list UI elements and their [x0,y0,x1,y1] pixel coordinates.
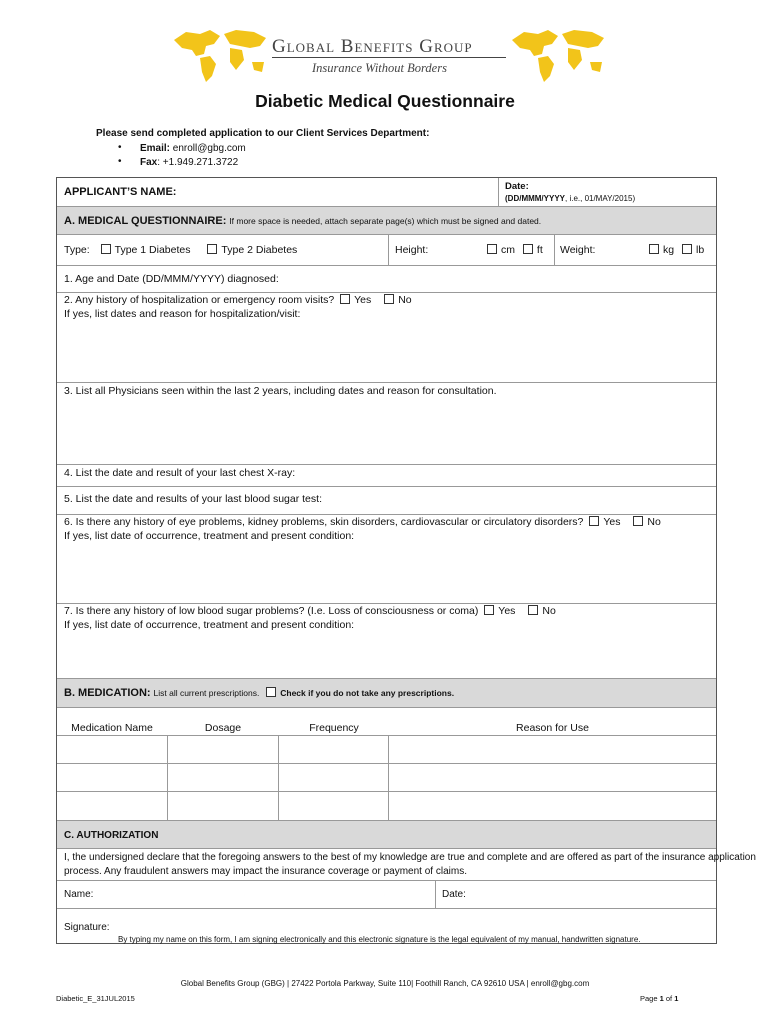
q2-no-label: No [398,294,412,306]
intro-heading: Please send completed application to our Client Services Department: [96,128,430,139]
date-format-hint: (DD/MMM/YYYY, i.e., 01/MAY/2015) [505,194,636,203]
lb-label: lb [696,244,705,256]
section-b-note: List all current prescriptions. [153,688,260,698]
no-prescriptions-checkbox[interactable] [266,687,276,697]
type2-checkbox[interactable] [207,244,217,254]
name-date-row [57,881,716,909]
medication-row[interactable] [57,792,716,821]
q2-no-checkbox[interactable] [384,294,394,304]
fax-value: : +1.949.271.3722 [157,157,239,168]
cm-label: cm [501,244,515,256]
question-7: 7. Is there any history of low blood sugar problems? (I.e. Loss of consciousness or coma) [64,605,479,617]
bullet: • [118,142,122,153]
question-5: 5. List the date and results of your last blood sugar test: [64,493,322,505]
kg-checkbox[interactable] [649,244,659,254]
fax-label: Fax [140,157,158,168]
section-a-header [57,207,716,235]
question-6-sub: If yes, list date of occurrence, treatment and present condition: [64,530,355,542]
question-2: 2. Any history of hospitalization or emergency room visits? [64,294,335,306]
question-2-row[interactable] [57,293,716,383]
questionnaire-form [56,177,756,944]
section-a-note: If more space is needed, attach separate page(s) which must be signed and dated. [229,216,542,226]
medication-row[interactable] [57,736,716,764]
cm-checkbox[interactable] [487,244,497,254]
question-2-sub: If yes, list dates and reason for hospitalization/visit: [64,308,301,320]
q2-yes-label: Yes [354,294,372,306]
page-number: Page 1 of 1 [640,994,679,1003]
footer-address: Global Benefits Group (GBG) | 27422 Portola Parkway, Suite 110| Foothill Ranch, CA 92610 USA | enroll@gbg.com [180,979,590,988]
question-3: 3. List all Physicians seen within the last 2 years, including dates and reason for consultation. [64,385,497,397]
question-3-row[interactable] [57,383,716,465]
declaration-line-2: process. Any fraudulent answers may impact the insurance coverage or payment of claims. [64,866,467,877]
question-5-row[interactable] [57,487,716,515]
type1-checkbox[interactable] [101,244,111,254]
ft-checkbox[interactable] [523,244,533,254]
medication-table-header [57,708,716,736]
company-tagline: Insurance Without Borders [312,61,447,75]
signature-label: Signature: [64,922,110,933]
col-dosage: Dosage [204,722,242,734]
type-height-weight-row [57,235,716,266]
col-reason: Reason for Use [516,722,589,734]
applicant-name-label: APPLICANT’S NAME: [64,186,177,198]
question-1-row[interactable] [57,266,716,293]
logo-divider [272,57,506,58]
auth-date-label: Date: [442,889,466,900]
declaration-line-1: I, the undersigned declare that the foregoing answers to the best of my knowledge are true and complete and are offered as part of the insurance application [64,852,756,863]
q6-no-label: No [647,516,661,528]
question-7-sub: If yes, list date of occurrence, treatment and present condition: [64,619,355,631]
name-label: Name: [64,889,94,900]
question-7-row[interactable] [57,604,716,679]
company-name: Global Benefits Group [272,36,473,57]
document-code: Diabetic_E_31JUL2015 [56,994,135,1003]
q6-yes-checkbox[interactable] [589,516,599,526]
section-b-title: B. MEDICATION: [64,687,151,699]
q2-yes-checkbox[interactable] [340,294,350,304]
email-label: Email: [140,143,171,154]
kg-label: kg [663,244,675,256]
declaration-row [57,849,756,881]
lb-checkbox[interactable] [682,244,692,254]
type-label: Type: [64,244,90,256]
col-frequency: Frequency [309,722,359,734]
question-4-row[interactable] [57,465,716,487]
date-label: Date: [505,181,529,192]
q6-no-checkbox[interactable] [633,516,643,526]
height-label: Height: [395,244,429,256]
q7-no-label: No [542,605,556,617]
bullet: • [118,156,122,167]
question-6-row[interactable] [57,515,716,604]
question-4: 4. List the date and result of your last chest X-ray: [64,467,296,479]
section-a-title: A. MEDICAL QUESTIONNAIRE: [64,215,227,227]
weight-label: Weight: [560,244,596,256]
q7-yes-label: Yes [498,605,516,617]
applicant-row [57,178,716,207]
col-medication-name: Medication Name [71,722,153,734]
question-6: 6. Is there any history of eye problems, kidney problems, skin disorders, cardiovascular or circulatory disorders? [64,516,584,528]
q6-yes-label: Yes [603,516,621,528]
type2-label: Type 2 Diabetes [221,244,298,256]
medication-row[interactable] [57,764,716,792]
ft-label: ft [536,244,543,256]
q7-yes-checkbox[interactable] [484,605,494,615]
esign-note: By typing my name on this form, I am signing electronically and this electronic signature is the legal equivalent of my manual, handwritten signature. [118,935,641,944]
signature-row[interactable] [57,909,716,944]
section-c-header [57,821,716,849]
q7-no-checkbox[interactable] [528,605,538,615]
page-title: Diabetic Medical Questionnaire [255,91,515,111]
question-1: 1. Age and Date (DD/MMM/YYYY) diagnosed: [64,273,279,285]
world-map-logo-left [170,26,270,86]
no-prescriptions-label: Check if you do not take any prescriptions. [280,688,455,698]
email-link[interactable]: enroll@gbg.com [172,143,246,154]
world-map-logo-right [508,26,608,86]
type1-label: Type 1 Diabetes [114,244,191,256]
section-c-title: C. AUTHORIZATION [64,830,159,841]
section-b-header [57,679,716,708]
